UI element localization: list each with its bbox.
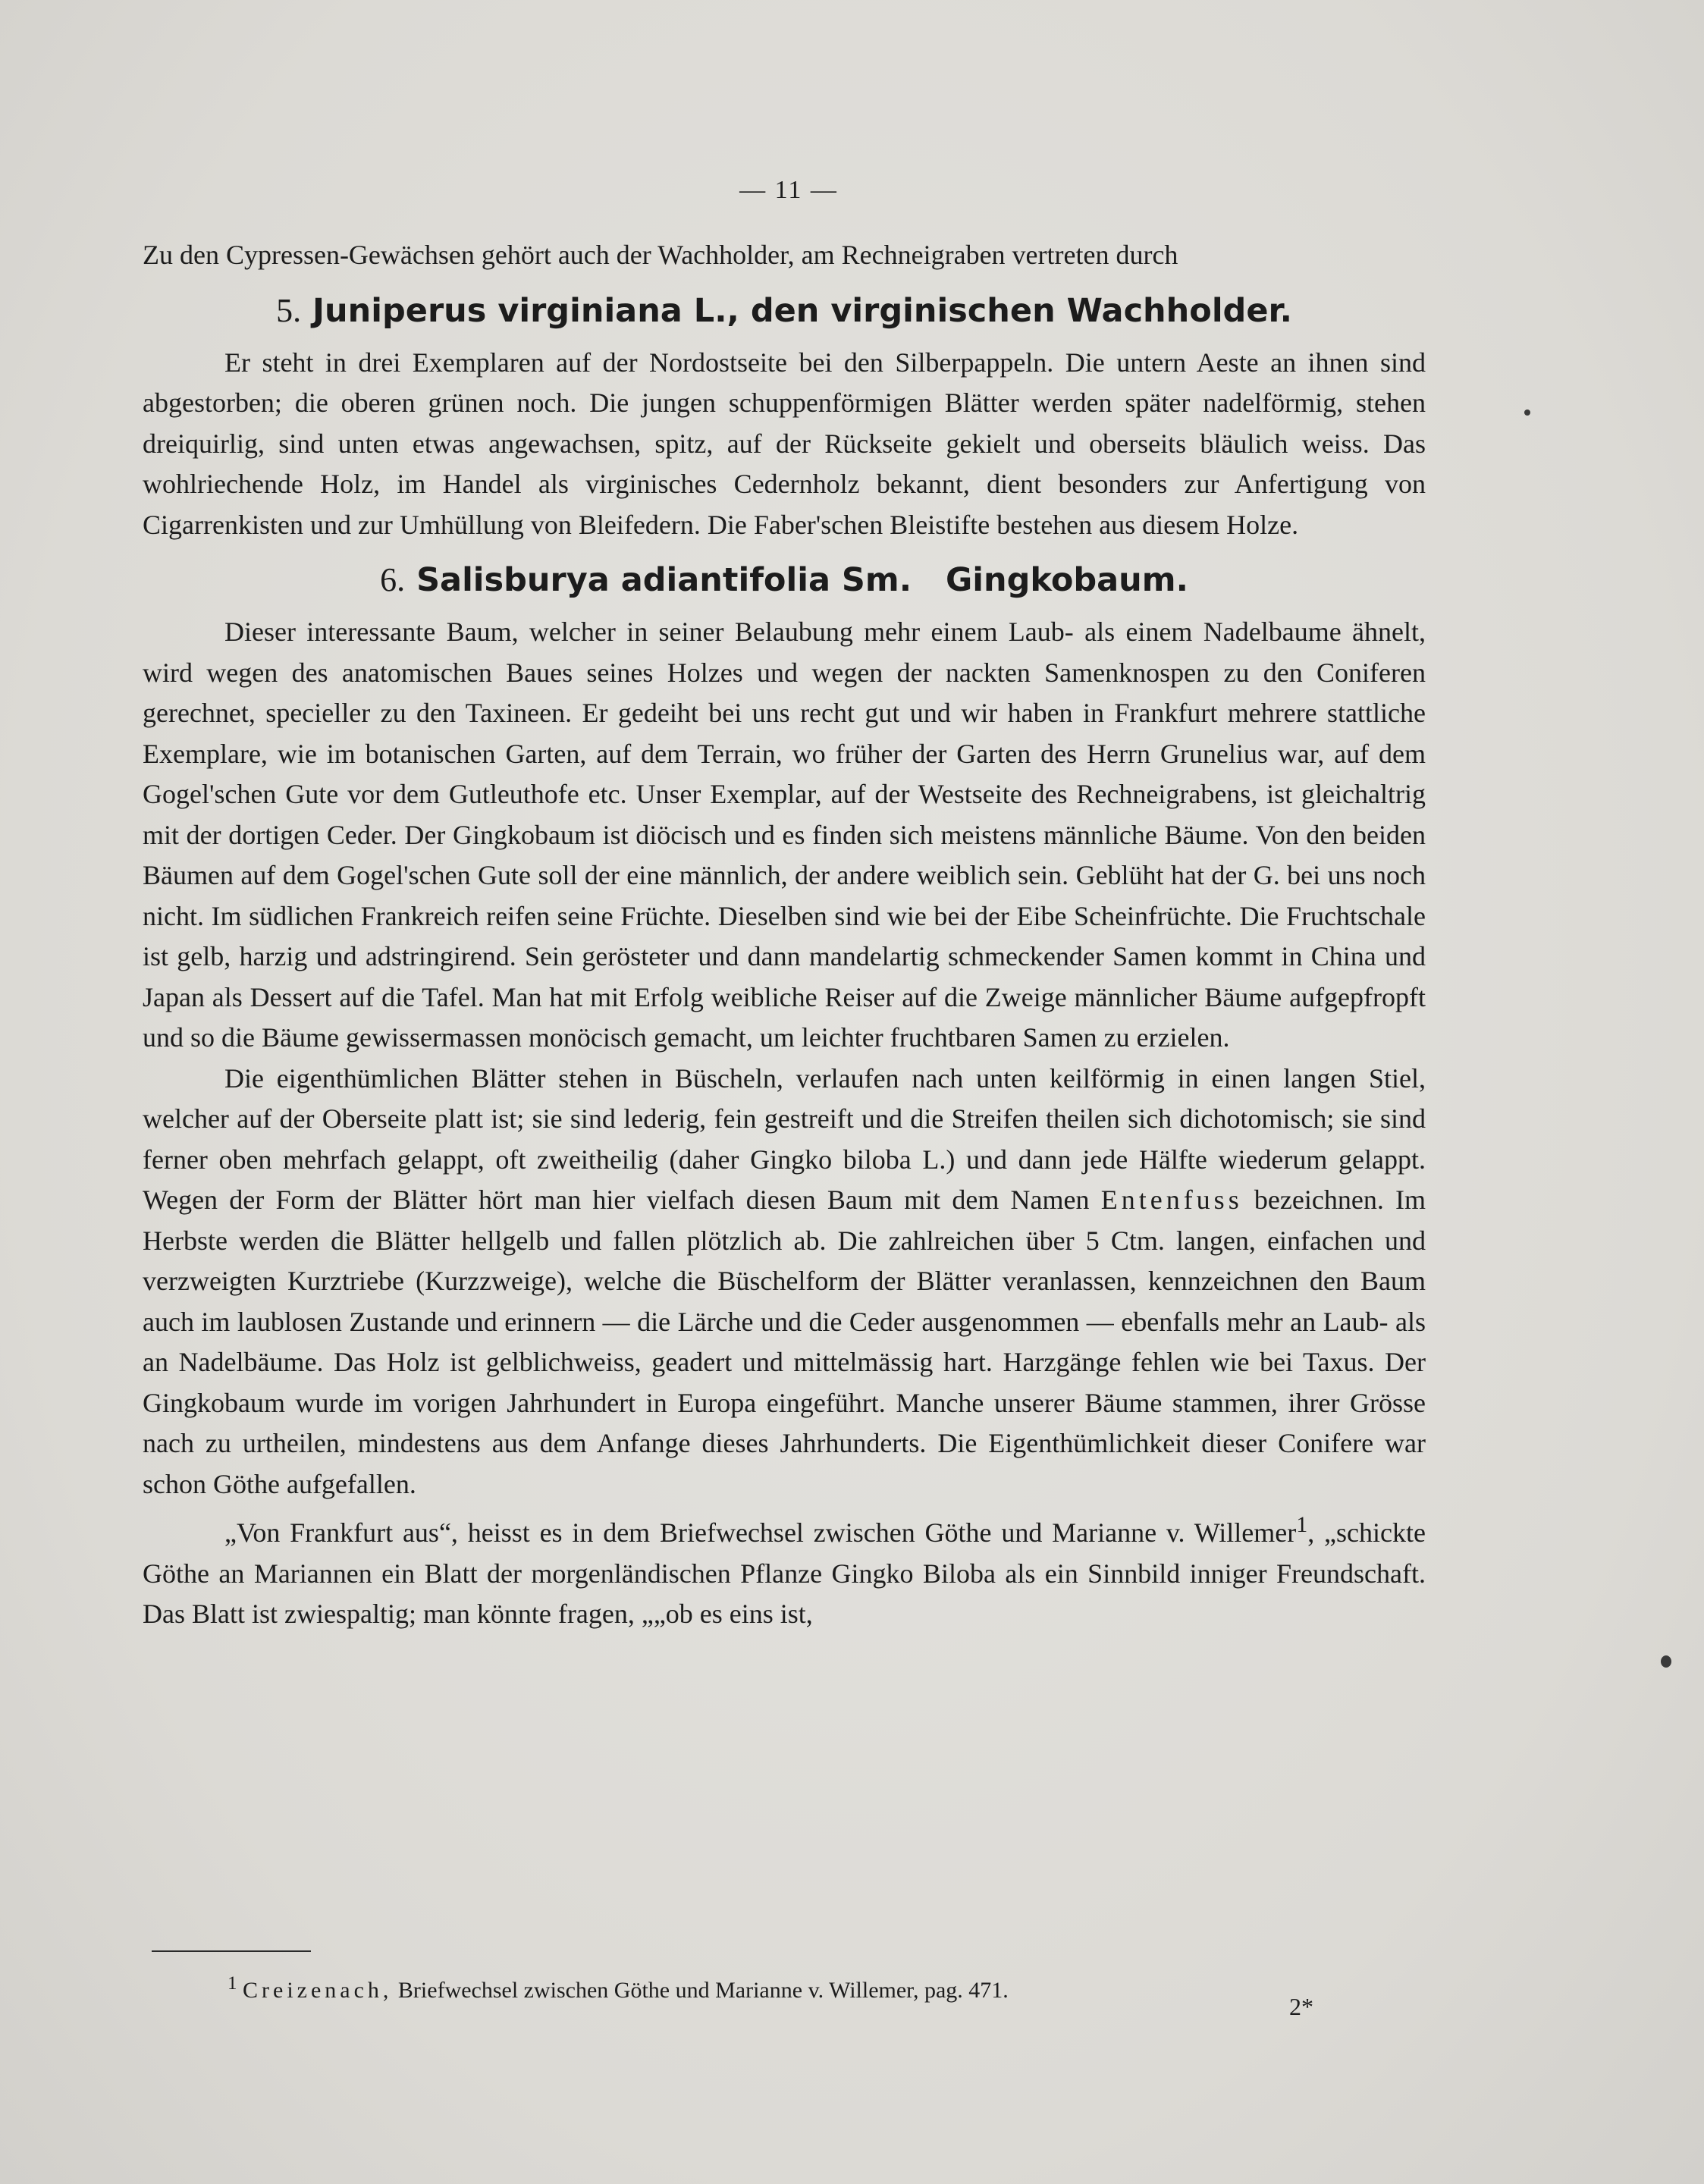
intro-paragraph: Zu den Cypressen-Gewächsen gehört auch der Wachholder, am Rechneigraben vertreten durch [143,240,1178,270]
body-text [143,235,1426,1635]
paragraph-2-text-b: bezeichnen. Im Herbste werden die Blätter hellgelb und fallen plötzlich ab. Die zahlreichen über 5 Ctm. langen, einfachen und verzweigten Kurztriebe (Kurzzweige), welche die Büschelform der Blätter veranlassen, kennzeichnen den Baum auch im laublosen Zustande und erinnern — die Lärche und die Ceder ausgenommen — ebenfalls mehr an Laub- als an Nadelbäume. Das Holz ist gelblichweiss, geadert und mittelmässig hart. Harzgänge fehlen wie bei Taxus. Der Gingkobaum wurde im vorigen Jahrhundert in Europa eingeführt. Manche unserer Bäume stammen, ihrer Grösse nach zu urtheilen, mindestens aus dem Anfange dieses Jahrhunderts. Die Eigenthümlichkeit dieser Conifere war schon Göthe aufgefallen. [143,1185,1426,1499]
section-6-heading [143,559,1426,601]
paragraph-2-spaced-term: Entenfuss [1100,1185,1243,1215]
footnote-reference: 1 [1296,1512,1308,1537]
footnote-text: Briefwechsel zwischen Göthe und Marianne v. Willemer, pag. 471. [397,1978,1009,2003]
scan-speck [1524,410,1530,416]
paragraph-2-text-a: Die eigenthümlichen Blätter stehen in Büscheln, verlaufen nach unten keilförmig in einen langen Stiel, welcher auf der Oberseite platt ist; sie sind lederig, fein gestreift und die Streifen theilen sich dichotomisch; sie sind ferner oben mehrfach gelappt, oft zweitheilig (daher Gingko biloba L.) und dann jede Hälfte wiederum gelappt. Wegen der Form der Blätter hört man hier vielfach diesen Baum mit dem Namen [143,1062,1426,1215]
footnote-divider [152,1950,311,1952]
section-5-paragraph: Er steht in drei Exemplaren auf der Nordostseite bei den Silberpappeln. Die untern Aeste an ihnen sind abgestorben; die oberen grünen noch. Die jungen schuppenförmigen Blätter werden später nadelförmig, stehen dreiquirlig, sind unten etwas angewachsen, spitz, auf der Rückseite gekielt und oberseits bläulich weiss. Das wohlriechende Holz, im Handel als virginisches Cedernholz bekannt, dient besonders zur Anfertigung von Cigarrenkisten und zur Umhüllung von Bleifedern. Die Faber'schen Bleistifte bestehen aus diesem Holze. [143,347,1426,540]
section-6-title: Salisburya adiantifolia Sm. Gingkobaum. [416,561,1188,599]
section-5-heading [143,290,1426,332]
signature-mark: 2* [1289,1993,1313,2020]
section-6-number: 6. [380,561,406,598]
footnote [228,1969,1009,2006]
footnote-marker: 1 [228,1973,237,1994]
section-6-paragraph-1: Dieser interessante Baum, welcher in seiner Belaubung mehr einem Laub- als einem Nadelbaume ähnelt, wird wegen des anatomischen Baues seines Holzes und wegen der nackten Samenknospen zu den Coniferen gerechnet, specieller zu den Taxineen. Er gedeiht bei uns recht gut und wir haben in Frankfurt mehrere stattliche Exemplare, wie im botanischen Garten, auf dem Terrain, wo früher der Garten des Herrn Grunelius war, auf dem Gogel'schen Gute vor dem Gutleuthofe etc. Unser Exemplar, auf der Westseite des Rechneigrabens, ist gleichaltrig mit der dortigen Ceder. Der Gingkobaum ist diöcisch und es finden sich meistens männliche Bäume. Von den beiden Bäumen auf dem Gogel'schen Gute soll der eine männlich, der andere weiblich sein. Geblüht hat der G. bei uns noch nicht. Im südlichen Frankreich reifen seine Früchte. Dieselben sind wie bei der Eibe Scheinfrüchte. Die Fruchtschale ist gelb, harzig und adstringirend. Sein gerösteter und dann mandelartig schmeckender Samen kommt in China und Japan als Dessert auf die Tafel. Man hat mit Erfolg weibliche Reiser auf die Zweige männlicher Bäume aufgepfropft und so die Bäume gewissermassen monöcisch gemacht, um leichter fruchtbaren Samen zu erzielen. [143,617,1426,1053]
section-5-title: Juniperus virginiana L., den virginischen Wachholder. [312,291,1292,330]
footnote-author: Creizenach, [243,1978,393,2003]
paragraph-3-text-b: , „schickte Göthe an Mariannen ein Blatt der morgenländischen Pflanze Gingko Biloba als ein Sinnbild inniger Freundschaft. Das Blatt ist zwiespaltig; man könnte fragen, „„ob es eins ist, [143,1517,1426,1629]
paragraph-3-text-a: „Von Frankfurt aus“, heisst es in dem Briefwechsel zwischen Göthe und Marianne v. Willemer [224,1517,1297,1548]
section-6-paragraph-3 [143,1505,1426,1635]
section-6-paragraph-2 [143,1059,1426,1505]
page-number: — 11 — [739,176,838,204]
section-5-number: 5. [276,291,302,329]
scan-speck [1661,1655,1671,1668]
